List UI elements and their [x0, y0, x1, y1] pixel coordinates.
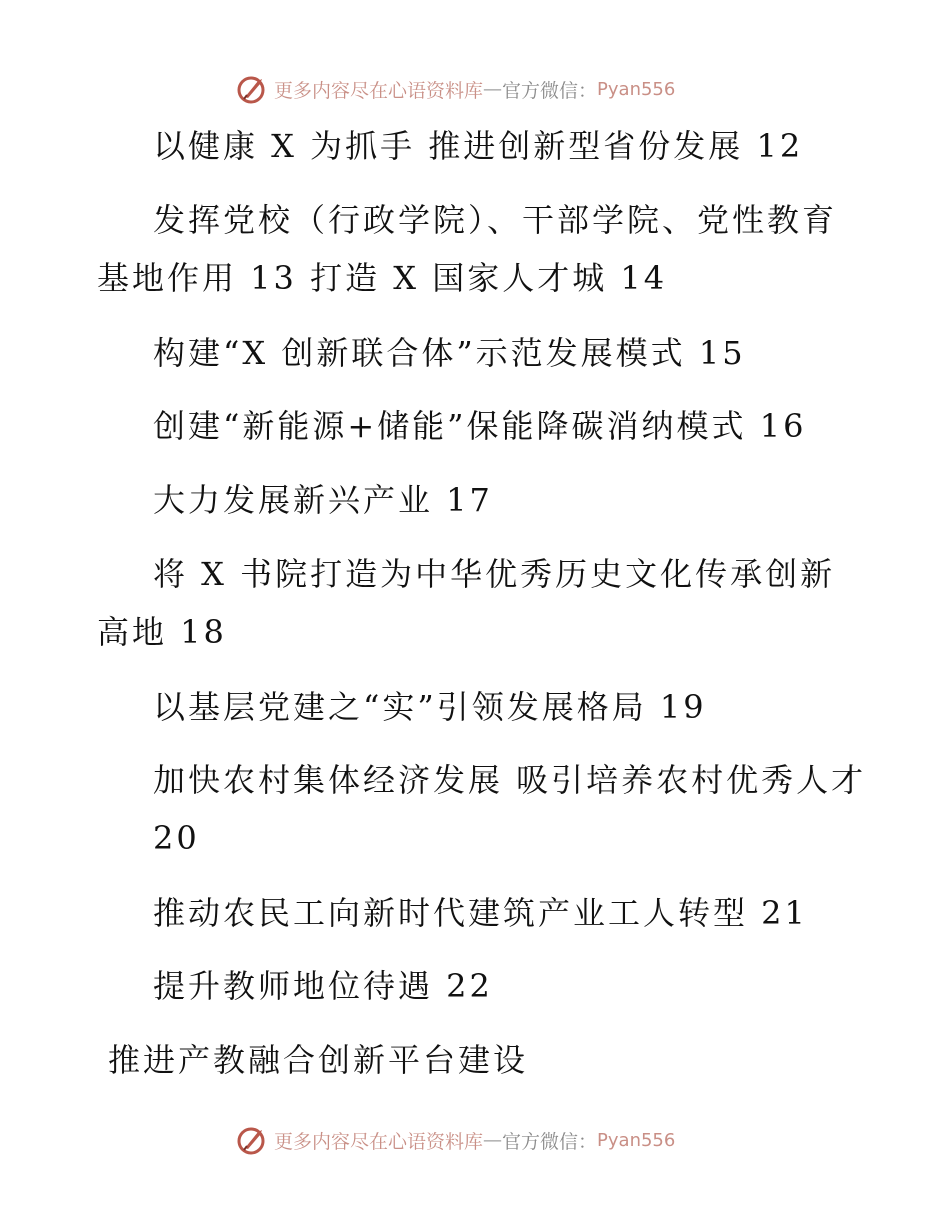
watermark-id: Pyan556 — [597, 78, 676, 100]
toc-line: 推动农民工向新时代建筑产业工人转型 21 — [153, 894, 808, 932]
quill-pen-logo-icon — [236, 1124, 268, 1156]
toc-line: 高地 18 — [97, 613, 227, 651]
quill-pen-logo-icon — [236, 73, 268, 105]
toc-line: 基地作用 13 打造 X 国家人才城 14 — [97, 259, 668, 297]
watermark-label: 官方微信： — [502, 79, 598, 102]
toc-line: 加快农村集体经济发展 吸引培养农村优秀人才 — [153, 761, 867, 799]
toc-line: 以健康 X 为抓手 推进创新型省份发展 12 — [153, 127, 804, 165]
toc-line: 大力发展新兴产业 17 — [153, 481, 493, 519]
toc-line: 发挥党校（行政学院）、干部学院、党性教育 — [153, 201, 838, 239]
watermark-brand: 更多内容尽在心语资料库 — [274, 1130, 484, 1153]
toc-line: 提升教师地位待遇 22 — [153, 967, 493, 1005]
watermark-separator: — — [483, 78, 503, 100]
toc-line: 推进产教融合创新平台建设 — [108, 1041, 529, 1079]
toc-line: 构建“X 创新联合体”示范发展模式 15 — [153, 334, 746, 372]
watermark-separator: — — [483, 1129, 503, 1151]
toc-line: 将 X 书院打造为中华优秀历史文化传承创新 — [153, 555, 836, 593]
toc-line: 20 — [153, 819, 200, 857]
watermark-id: Pyan556 — [597, 1129, 676, 1151]
toc-line: 创建“新能源+储能”保能降碳消纳模式 16 — [153, 407, 807, 445]
toc-line: 以基层党建之“实”引领发展格局 19 — [153, 688, 707, 726]
watermark-brand: 更多内容尽在心语资料库 — [274, 79, 484, 102]
watermark-label: 官方微信： — [502, 1130, 598, 1153]
header-watermark — [236, 72, 675, 106]
footer-watermark — [236, 1123, 675, 1157]
